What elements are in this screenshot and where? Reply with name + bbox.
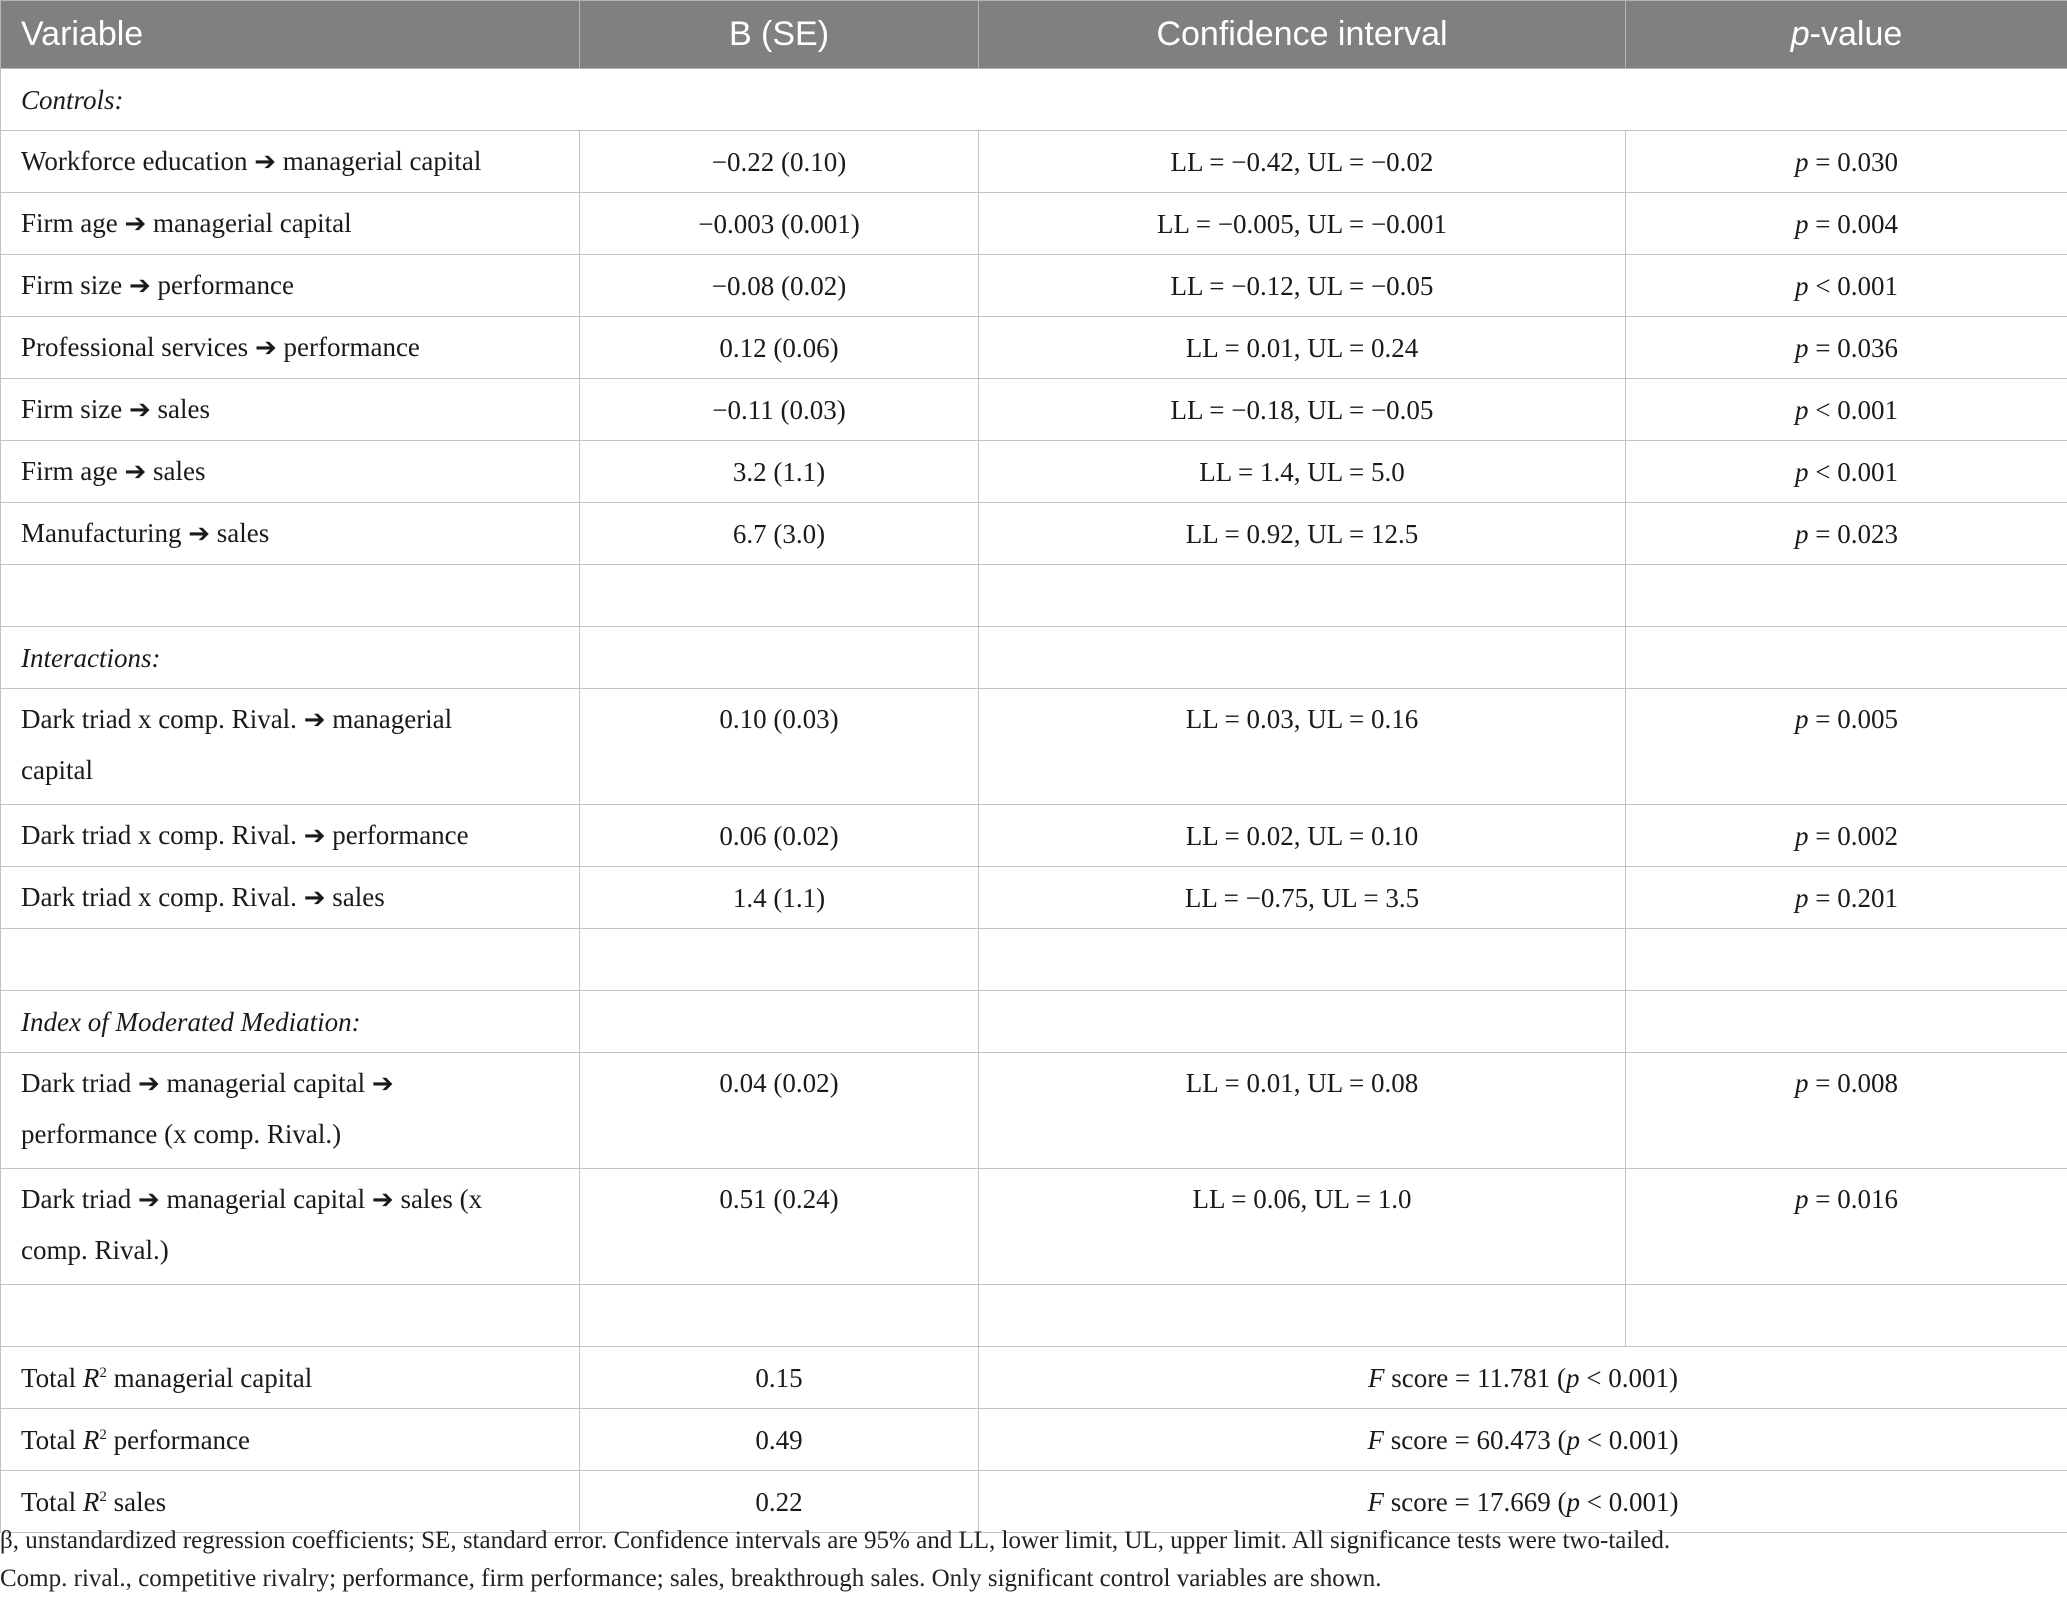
section-row-controls: [1, 69, 2067, 131]
p-operator-value: = 0.023: [1808, 518, 1898, 549]
empty-cell: [979, 1285, 1626, 1347]
variable-cell: [1, 379, 580, 441]
r-squared-value: 0.15: [580, 1347, 979, 1409]
p-symbol: p: [1795, 332, 1809, 363]
variable-cell: [1, 867, 580, 929]
total-label-cell: [1, 1409, 580, 1471]
b-se-cell: 0.04 (0.02): [580, 1053, 979, 1169]
variable-cell: [1, 193, 580, 255]
r-squared-value: 0.49: [580, 1409, 979, 1471]
ci-cell: LL = 0.01, UL = 0.08: [979, 1053, 1626, 1169]
predictor: Dark triad x comp. Rival.: [21, 704, 297, 734]
r-squared-sup: 2: [99, 1488, 107, 1505]
b-se-cell: 0.12 (0.06): [580, 317, 979, 379]
empty-row: [1, 1285, 2067, 1347]
b-se-cell: 0.06 (0.02): [580, 805, 979, 867]
empty-cell: [1626, 627, 2067, 689]
arrow-right-icon: ➔: [371, 1069, 394, 1099]
outcome: performance: [332, 820, 469, 850]
table-row: [1, 131, 2067, 193]
empty-cell: [1626, 565, 2067, 627]
outcome: managerial capital: [153, 208, 352, 238]
p-operator-value: = 0.004: [1808, 208, 1898, 239]
total-row: [1, 1409, 2067, 1471]
outcome-continued: comp. Rival.): [21, 1235, 169, 1265]
empty-cell: [580, 627, 979, 689]
p-operator-value: = 0.002: [1808, 820, 1898, 851]
predictor: Firm size: [21, 394, 123, 424]
r-squared-value: 0.22: [580, 1471, 979, 1533]
f-p-value: < 0.001: [1579, 1362, 1669, 1393]
dependent-variable: sales: [113, 1486, 167, 1517]
arrow-right-icon: ➔: [137, 1185, 160, 1215]
r-squared-sup: 2: [99, 1364, 107, 1381]
p-symbol: p: [1795, 518, 1809, 549]
f-score-cell: F score = 17.669 (p < 0.001): [979, 1471, 2067, 1533]
ci-cell: LL = −0.18, UL = −0.05: [979, 379, 1626, 441]
b-se-cell: −0.22 (0.10): [580, 131, 979, 193]
p-value-cell: [1626, 1169, 2067, 1285]
f-p-value: < 0.001: [1579, 1424, 1670, 1455]
empty-cell: [979, 991, 1626, 1053]
empty-cell: [1, 1285, 580, 1347]
p-symbol: p: [1795, 1184, 1809, 1214]
section-label-interactions: Interactions:: [1, 627, 580, 689]
b-se-cell: 0.10 (0.03): [580, 689, 979, 805]
arrow-right-icon: ➔: [124, 457, 147, 487]
dependent-variable: managerial capital: [113, 1362, 313, 1393]
outcome: managerial: [332, 704, 453, 734]
b-se-cell: −0.11 (0.03): [580, 379, 979, 441]
total-prefix: Total: [21, 1362, 77, 1393]
predictor: Firm age: [21, 208, 118, 238]
f-label: score =: [1384, 1362, 1477, 1393]
header-row: [1, 1, 2067, 69]
header-p-value: [1626, 1, 2067, 69]
arrow-right-icon: ➔: [254, 333, 277, 363]
variable-cell: [1, 689, 580, 805]
predictor: Workforce education: [21, 146, 248, 176]
arrow-right-icon: ➔: [129, 395, 151, 425]
p-value-cell: [1626, 867, 2067, 929]
p-value-cell: [1626, 805, 2067, 867]
p-symbol: p: [1795, 882, 1809, 913]
empty-cell: [979, 929, 1626, 991]
empty-cell: [580, 991, 979, 1053]
p-operator-value: = 0.008: [1808, 1068, 1898, 1098]
section-row-interactions: [1, 627, 2067, 689]
predictor: Dark triad x comp. Rival.: [21, 820, 297, 850]
total-prefix: Total: [21, 1424, 77, 1455]
mediator: managerial capital: [166, 1068, 366, 1098]
empty-cell: [1626, 1285, 2067, 1347]
p-symbol: p: [1795, 704, 1809, 734]
empty-cell: [580, 1285, 979, 1347]
arrow-right-icon: ➔: [303, 705, 326, 735]
table-row: [1, 503, 2067, 565]
predictor: Dark triad: [21, 1184, 132, 1214]
empty-cell: [979, 565, 1626, 627]
ci-cell: LL = 0.03, UL = 0.16: [979, 689, 1626, 805]
p-operator-value: = 0.005: [1808, 704, 1898, 734]
table-row: [1, 1053, 2067, 1169]
total-label-cell: [1, 1347, 580, 1409]
p-symbol: p: [1795, 820, 1809, 851]
section-label-controls: Controls:: [1, 69, 2067, 131]
table-row: [1, 867, 2067, 929]
p-value-cell: [1626, 131, 2067, 193]
empty-cell: [1626, 991, 2067, 1053]
empty-cell: [1, 565, 580, 627]
empty-cell: [580, 565, 979, 627]
r-squared-sup: 2: [99, 1426, 107, 1443]
arrow-right-icon: ➔: [137, 1069, 160, 1099]
r-symbol: R: [82, 1486, 100, 1517]
total-prefix: Total: [21, 1486, 77, 1517]
ci-cell: LL = −0.005, UL = −0.001: [979, 193, 1626, 255]
outcome-continued: performance (x comp. Rival.): [21, 1119, 342, 1149]
p-value-cell: [1626, 193, 2067, 255]
outcome: performance: [157, 270, 294, 300]
outcome: sales (x: [400, 1184, 483, 1214]
r-symbol: R: [82, 1362, 100, 1393]
ci-cell: LL = −0.42, UL = −0.02: [979, 131, 1626, 193]
table-row: [1, 441, 2067, 503]
p-operator-value: = 0.030: [1808, 146, 1898, 177]
table-footnotes: [0, 1522, 2050, 1598]
variable-cell: [1, 805, 580, 867]
f-symbol: F: [1368, 1362, 1385, 1393]
b-se-cell: −0.08 (0.02): [580, 255, 979, 317]
p-symbol: p: [1795, 394, 1809, 425]
f-p-value: < 0.001: [1579, 1486, 1670, 1517]
table-row: [1, 805, 2067, 867]
ci-cell: LL = 0.01, UL = 0.24: [979, 317, 1626, 379]
outcome: performance: [283, 332, 420, 362]
table-row: [1, 1169, 2067, 1285]
p-operator-value: < 0.001: [1808, 394, 1898, 425]
table-row: [1, 255, 2067, 317]
table-row: [1, 379, 2067, 441]
p-symbol: p: [1795, 270, 1809, 301]
variable-cell: [1, 1169, 580, 1285]
b-se-cell: 6.7 (3.0): [580, 503, 979, 565]
dependent-variable: performance: [113, 1424, 251, 1455]
b-se-cell: 0.51 (0.24): [580, 1169, 979, 1285]
p-value-cell: [1626, 503, 2067, 565]
header-b-se: B (SE): [580, 1, 979, 69]
outcome-continued: capital: [21, 755, 93, 785]
predictor: Professional services: [21, 332, 249, 362]
variable-cell: [1, 255, 580, 317]
variable-cell: [1, 1053, 580, 1169]
p-value-cell: [1626, 689, 2067, 805]
outcome: managerial capital: [282, 146, 482, 176]
f-score-cell: F score = 60.473 (p < 0.001): [979, 1409, 2067, 1471]
predictor: Firm size: [21, 270, 123, 300]
p-operator-value: = 0.016: [1808, 1184, 1898, 1214]
f-label: score =: [1384, 1486, 1477, 1517]
f-label: score =: [1384, 1424, 1477, 1455]
empty-row: [1, 565, 2067, 627]
mediator: managerial capital: [166, 1184, 366, 1214]
p-operator-value: < 0.001: [1808, 270, 1898, 301]
b-se-cell: 3.2 (1.1): [580, 441, 979, 503]
footnote-line-2: Comp. rival., competitive rivalry; performance, firm performance; sales, breakthrough sales. Only significant control variables are shown.: [0, 1565, 1382, 1592]
ci-cell: LL = 1.4, UL = 5.0: [979, 441, 1626, 503]
variable-cell: [1, 131, 580, 193]
p-value-cell: [1626, 379, 2067, 441]
p-symbol: p: [1566, 1486, 1580, 1517]
b-se-cell: 1.4 (1.1): [580, 867, 979, 929]
p-symbol: p: [1795, 208, 1809, 239]
ci-cell: LL = 0.02, UL = 0.10: [979, 805, 1626, 867]
p-symbol: p: [1795, 1068, 1809, 1098]
variable-cell: [1, 317, 580, 379]
b-se-cell: −0.003 (0.001): [580, 193, 979, 255]
table-row: [1, 193, 2067, 255]
predictor: Dark triad: [21, 1068, 132, 1098]
arrow-right-icon: ➔: [303, 883, 326, 913]
outcome: sales: [157, 394, 211, 424]
p-symbol: p: [1795, 456, 1809, 487]
arrow-right-icon: ➔: [254, 147, 277, 177]
p-operator-value: = 0.201: [1808, 882, 1898, 913]
arrow-right-icon: ➔: [129, 271, 151, 301]
empty-cell: [580, 929, 979, 991]
empty-cell: [1, 929, 580, 991]
p-value-cell: [1626, 255, 2067, 317]
arrow-right-icon: ➔: [124, 209, 147, 239]
predictor: Manufacturing: [21, 518, 182, 548]
r-symbol: R: [82, 1424, 100, 1455]
predictor: Dark triad x comp. Rival.: [21, 882, 297, 912]
outcome: sales: [332, 882, 385, 912]
header-variable: Variable: [1, 1, 580, 69]
p-symbol: p: [1565, 1362, 1580, 1393]
f-value: 60.473: [1476, 1424, 1551, 1455]
p-operator-value: < 0.001: [1808, 456, 1898, 487]
f-symbol: F: [1367, 1424, 1385, 1455]
arrow-right-icon: ➔: [303, 821, 326, 851]
ci-cell: LL = 0.06, UL = 1.0: [979, 1169, 1626, 1285]
ci-cell: LL = −0.12, UL = −0.05: [979, 255, 1626, 317]
arrow-right-icon: ➔: [371, 1185, 394, 1215]
p-symbol: p: [1795, 146, 1809, 177]
header-p-rest: -value: [1809, 15, 1903, 53]
total-row: [1, 1347, 2067, 1409]
variable-cell: [1, 441, 580, 503]
outcome: sales: [216, 518, 270, 548]
ci-cell: LL = 0.92, UL = 12.5: [979, 503, 1626, 565]
section-row-moderated-mediation: [1, 991, 2067, 1053]
empty-row: [1, 929, 2067, 991]
f-symbol: F: [1367, 1486, 1385, 1517]
f-value: 17.669: [1476, 1486, 1551, 1517]
predictor: Firm age: [21, 456, 118, 486]
table-row: [1, 317, 2067, 379]
f-value: 11.781: [1476, 1362, 1551, 1393]
f-score-cell: F score = 11.781 (p < 0.001): [979, 1347, 2067, 1409]
header-confidence-interval: Confidence interval: [979, 1, 1626, 69]
p-symbol: p: [1566, 1424, 1580, 1455]
ci-cell: LL = −0.75, UL = 3.5: [979, 867, 1626, 929]
p-value-cell: [1626, 441, 2067, 503]
arrow-right-icon: ➔: [188, 519, 210, 549]
empty-cell: [979, 627, 1626, 689]
table-row: [1, 689, 2067, 805]
p-operator-value: = 0.036: [1808, 332, 1898, 363]
p-value-cell: [1626, 317, 2067, 379]
section-label-moderated-mediation: Index of Moderated Mediation:: [1, 991, 580, 1053]
header-p-italic: p: [1790, 15, 1810, 53]
p-value-cell: [1626, 1053, 2067, 1169]
outcome: sales: [153, 456, 206, 486]
footnote-line-1: β, unstandardized regression coefficients; SE, standard error. Confidence intervals are 95% and LL, lower limit, UL, upper limit. All significance tests were two-tailed.: [0, 1527, 1671, 1554]
empty-cell: [1626, 929, 2067, 991]
variable-cell: [1, 503, 580, 565]
